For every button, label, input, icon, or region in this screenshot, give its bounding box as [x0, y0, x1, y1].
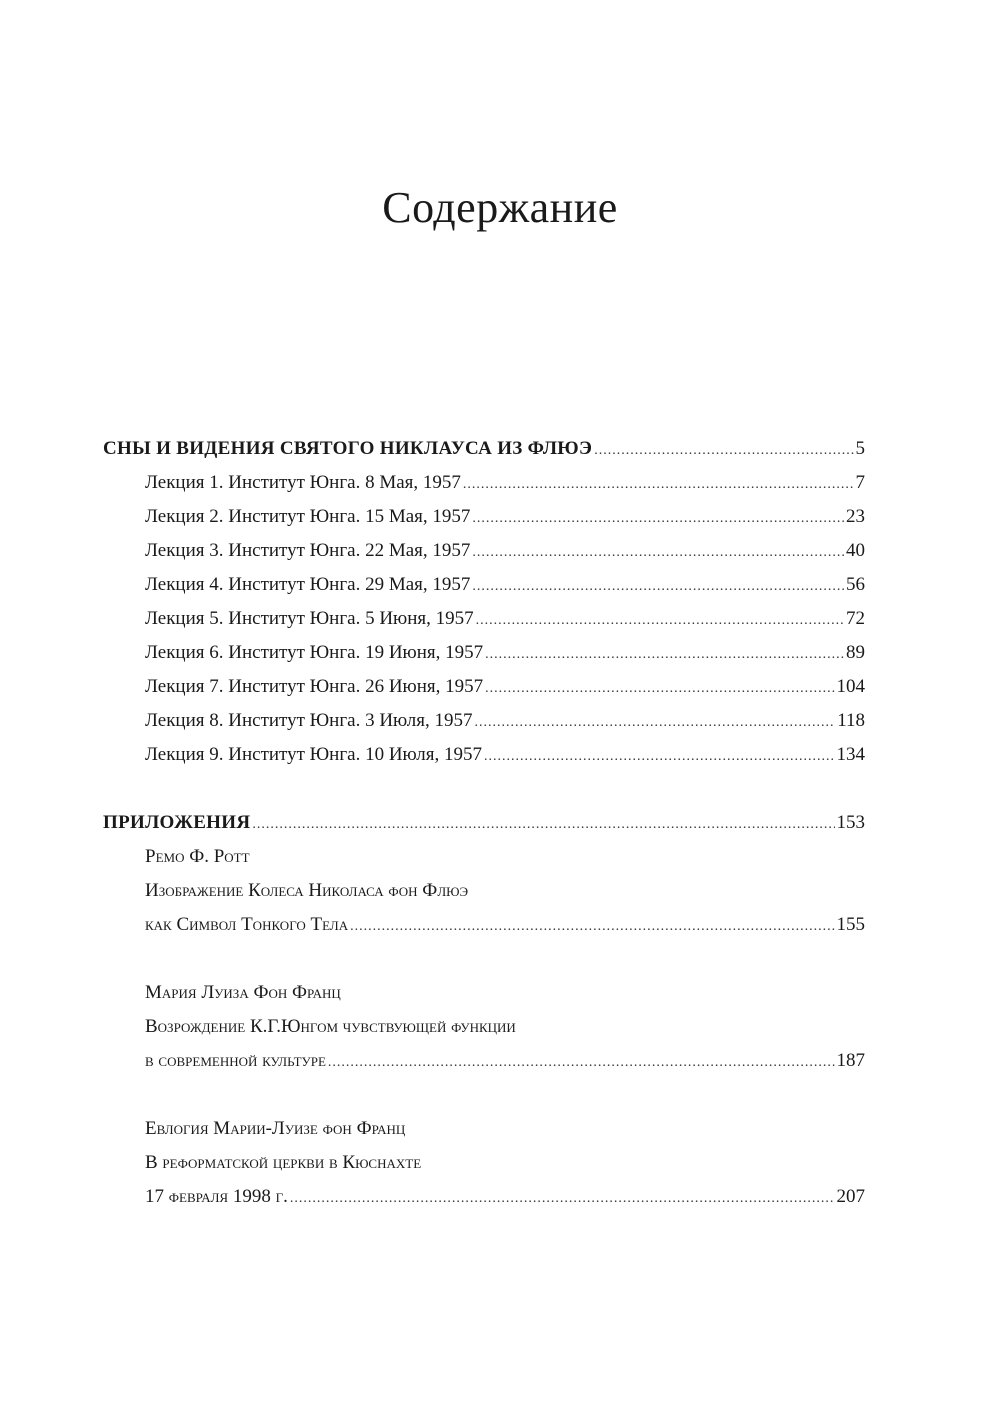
appendix-2-entry[interactable]	[103, 1044, 865, 1078]
toc-entry-label: Лекция 3. Институт Юнга. 22 Мая, 1957	[145, 540, 471, 561]
toc-lecture-7[interactable]	[103, 670, 865, 704]
toc-lecture-9[interactable]	[103, 738, 865, 772]
toc-lecture-8[interactable]	[103, 704, 865, 738]
leader-dots	[484, 740, 835, 774]
toc-lecture-4[interactable]	[103, 568, 865, 602]
toc-entry-page: 23	[846, 506, 865, 527]
leader-dots	[472, 570, 844, 604]
leader-dots	[485, 672, 834, 706]
toc-lecture-1[interactable]	[103, 466, 865, 500]
toc-entry-page: 89	[846, 642, 865, 663]
leader-dots	[252, 808, 834, 842]
toc-entry-page: 118	[837, 710, 865, 731]
toc-entry-label: Лекция 9. Институт Юнга. 10 Июля, 1957	[145, 744, 482, 765]
appendix-1-title-line-1: Изображение Колеса Николаса фон Флюэ	[145, 880, 469, 901]
toc-entry-label: Лекция 6. Институт Юнга. 19 Июня, 1957	[145, 642, 484, 663]
toc-part-2-label: ПРИЛОЖЕНИЯ	[103, 812, 251, 833]
table-of-contents	[103, 432, 865, 1214]
appendix-1-title-line-2: как Символ Тонкого Тела	[145, 914, 349, 935]
appendix-2-author: Мария Луиза Фон Франц	[145, 982, 341, 1003]
toc-lecture-5[interactable]	[103, 602, 865, 636]
appendix-2-title-line-2: в современной культуре	[145, 1050, 326, 1071]
toc-entry-page: 134	[836, 744, 865, 765]
page-title: Содержание	[382, 183, 618, 232]
toc-entry-page: 104	[836, 676, 865, 697]
toc-entry-page: 56	[846, 574, 865, 595]
toc-entry-page: 40	[846, 540, 865, 561]
leader-dots	[472, 502, 844, 536]
toc-entry-label: Лекция 4. Институт Юнга. 29 Мая, 1957	[145, 574, 471, 595]
toc-part-1-page: 5	[855, 438, 865, 459]
leader-dots	[485, 638, 844, 672]
appendix-1-entry[interactable]	[103, 908, 865, 942]
toc-lecture-6[interactable]	[103, 636, 865, 670]
leader-dots	[350, 910, 834, 944]
toc-part-2[interactable]	[103, 806, 865, 840]
appendix-3-page: 207	[836, 1186, 865, 1207]
toc-entry-label: Лекция 7. Институт Юнга. 26 Июня, 1957	[145, 676, 484, 697]
appendix-1-author: Ремо Ф. Ротт	[145, 846, 250, 867]
appendix-1-page: 155	[836, 914, 865, 935]
leader-dots	[474, 706, 835, 740]
toc-part-1[interactable]	[103, 432, 865, 466]
toc-entry-label: Лекция 1. Институт Юнга. 8 Мая, 1957	[145, 472, 461, 493]
toc-entry-label: Лекция 2. Институт Юнга. 15 Мая, 1957	[145, 506, 471, 527]
appendix-3-title-line-2: 17 февраля 1998 г.	[145, 1186, 288, 1207]
appendix-3-title-line-1: В реформатской церкви в Кюснахте	[145, 1152, 422, 1173]
toc-entry-label: Лекция 8. Институт Юнга. 3 Июля, 1957	[145, 710, 473, 731]
appendix-2-page: 187	[836, 1050, 865, 1071]
toc-part-2-page: 153	[836, 812, 865, 833]
toc-lecture-2[interactable]	[103, 500, 865, 534]
toc-entry-label: Лекция 5. Институт Юнга. 5 Июня, 1957	[145, 608, 474, 629]
toc-part-1-label: СНЫ И ВИДЕНИЯ СВЯТОГО НИКЛАУСА ИЗ ФЛЮЭ	[103, 438, 593, 459]
leader-dots	[463, 468, 854, 502]
appendix-3-entry[interactable]	[103, 1180, 865, 1214]
leader-dots	[290, 1182, 835, 1216]
toc-entry-page: 72	[846, 608, 865, 629]
appendix-2-title-line-1: Возрождение К.Г.Юнгом чувствующей функции	[145, 1016, 516, 1037]
leader-dots	[476, 604, 844, 638]
leader-dots	[328, 1046, 835, 1080]
toc-entry-page: 7	[855, 472, 865, 493]
leader-dots	[594, 434, 853, 468]
toc-lecture-3[interactable]	[103, 534, 865, 568]
leader-dots	[472, 536, 844, 570]
appendix-3-author: Евлогия Марии-Луизе фон Франц	[145, 1118, 406, 1139]
